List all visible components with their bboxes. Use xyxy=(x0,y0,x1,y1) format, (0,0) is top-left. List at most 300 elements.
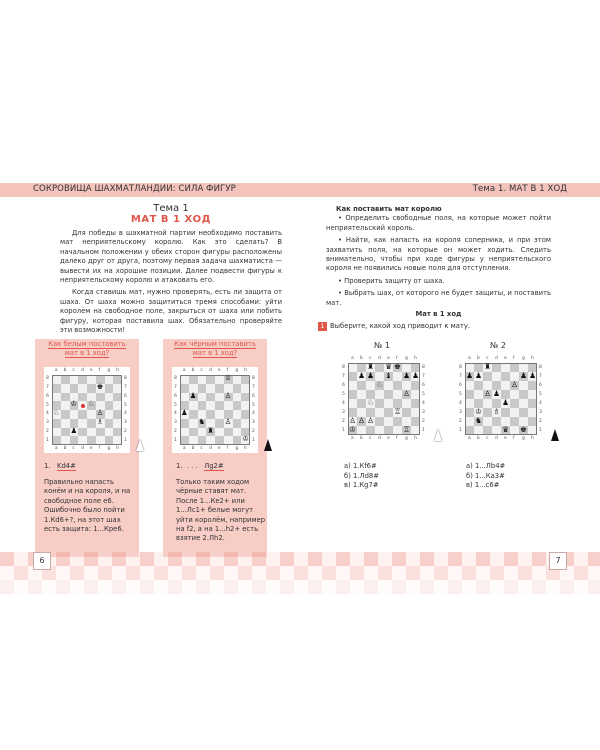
rank-label: 7 xyxy=(124,385,127,391)
option[interactable]: а) 1...Лb4# xyxy=(466,462,506,470)
checker-cell xyxy=(42,580,56,594)
puzzle-label: № 2 xyxy=(490,341,506,350)
checker-cell xyxy=(350,552,364,566)
checker-cell xyxy=(224,552,238,566)
rank-label: 4 xyxy=(174,411,177,417)
file-label: a xyxy=(182,368,186,373)
rank-label: 2 xyxy=(459,418,462,424)
checker-cell xyxy=(56,580,70,594)
checker-cell xyxy=(490,580,504,594)
rank-label: 4 xyxy=(124,411,127,417)
file-label: b xyxy=(360,436,363,441)
checker-cell xyxy=(308,566,322,580)
white-to-move-icon xyxy=(434,429,442,441)
checker-cell xyxy=(112,552,126,566)
white-to-move-icon xyxy=(136,439,144,451)
checker-cell xyxy=(448,552,462,566)
checker-cell xyxy=(14,580,28,594)
checker-cell xyxy=(280,580,294,594)
checker-cell xyxy=(238,566,252,580)
chess-piece-icon: ♙ xyxy=(367,416,374,425)
task-text: Выберите, какой ход приводит к мату. xyxy=(330,322,471,330)
rank-label: 8 xyxy=(174,376,177,382)
rank-label: 3 xyxy=(459,409,462,415)
rank-label: 6 xyxy=(252,393,255,399)
rank-label: 2 xyxy=(174,428,177,434)
checker-cell xyxy=(140,580,154,594)
checker-cell xyxy=(518,580,532,594)
file-label: c xyxy=(486,436,489,441)
intro-paragraph: Для победы в шахматной партии необходимо поставить мат неприятельскому королю. Как это сделать? В начальном положении у обеих сторон фигуры расположены далеко друг от друга, поэтому первая задача шахматиста — вывести их на хорошие позиции. Далее подвести фигуры к неприятельскому королю и атаковать его. xyxy=(60,229,282,285)
rank-label: 8 xyxy=(252,376,255,382)
file-label: e xyxy=(504,436,507,441)
checker-cell xyxy=(308,552,322,566)
file-label: g xyxy=(235,368,239,373)
rank-label: 1 xyxy=(252,437,255,443)
rank-label: 6 xyxy=(422,382,425,388)
rank-label: 8 xyxy=(459,364,462,370)
tip2-text: Только таким ходом чёрные ставят мат. После 1...Кe2+ или 1...Лc1+ белые могут уйти королём, например на f2, а на 1...h2+ есть взятие 2.Лh2. xyxy=(176,478,266,543)
checker-cell xyxy=(490,552,504,566)
checker-cell xyxy=(294,566,308,580)
checker-cell xyxy=(266,552,280,566)
chess-piece-icon: ♟ xyxy=(358,371,365,380)
file-label: e xyxy=(217,368,221,373)
file-label: a xyxy=(351,436,354,441)
rank-label: 1 xyxy=(539,427,542,433)
checker-cell xyxy=(238,552,252,566)
checker-cell xyxy=(112,580,126,594)
checker-cell xyxy=(532,552,546,566)
chess-piece-icon: ♛ xyxy=(385,362,392,371)
file-label: b xyxy=(191,446,195,451)
checker-cell xyxy=(378,566,392,580)
file-label: h xyxy=(531,436,534,441)
rank-label: 8 xyxy=(422,364,425,370)
checker-cell xyxy=(168,552,182,566)
rank-label: 6 xyxy=(342,382,345,388)
checker-cell xyxy=(196,566,210,580)
checker-cell xyxy=(56,552,70,566)
checker-cell xyxy=(434,552,448,566)
rank-label: 6 xyxy=(174,393,177,399)
chess-board xyxy=(457,355,545,443)
chess-piece-icon: ♙ xyxy=(349,416,356,425)
file-label: g xyxy=(405,356,408,361)
checker-cell xyxy=(392,580,406,594)
chess-piece-icon: ♙ xyxy=(511,380,518,389)
checker-cell xyxy=(476,580,490,594)
rank-label: 7 xyxy=(252,385,255,391)
chess-board xyxy=(44,367,130,453)
checker-cell xyxy=(588,552,600,566)
checker-cell xyxy=(504,566,518,580)
checker-cell xyxy=(364,552,378,566)
bullet-item: • Найти, как напасть на короля соперника, и при этом захватить поля, на которые он может ходить. Следить внимательно, чтобы при ходе фигуры у неприятельского короля не появились новые поля для отступления. xyxy=(326,236,551,273)
rank-label: 4 xyxy=(46,411,49,417)
chess-piece-icon: ♚ xyxy=(394,362,401,371)
file-label: e xyxy=(89,446,93,451)
checker-cell xyxy=(336,566,350,580)
rank-label: 3 xyxy=(342,409,345,415)
rank-label: 1 xyxy=(459,427,462,433)
rank-label: 1 xyxy=(174,437,177,443)
rank-label: 7 xyxy=(422,373,425,379)
checker-cell xyxy=(434,580,448,594)
checker-cell xyxy=(392,566,406,580)
rank-label: 3 xyxy=(46,420,49,426)
chess-piece-icon: ♟ xyxy=(493,389,500,398)
checker-cell xyxy=(126,580,140,594)
file-label: f xyxy=(513,356,515,361)
header-right-title: Тема 1. МАТ В 1 ХОД xyxy=(472,184,567,194)
checker-cell xyxy=(70,580,84,594)
tip-heading: Как белым поставить мат в 1 ход? xyxy=(48,340,126,357)
file-label: b xyxy=(63,446,67,451)
checker-cell xyxy=(476,552,490,566)
rank-label: 3 xyxy=(174,420,177,426)
file-label: a xyxy=(54,368,58,373)
chess-piece-icon: ♖ xyxy=(394,407,401,416)
tip2-solution: 1. . . . Лg2# xyxy=(176,462,224,470)
checker-cell xyxy=(574,566,588,580)
file-label: g xyxy=(235,446,239,451)
file-label: h xyxy=(116,368,119,373)
file-label: d xyxy=(209,446,212,451)
rank-label: 8 xyxy=(46,376,49,382)
rank-label: 8 xyxy=(539,364,542,370)
rank-label: 3 xyxy=(539,409,542,415)
checker-cell xyxy=(266,580,280,594)
checker-cell xyxy=(224,566,238,580)
header-left-title: СОКРОВИЩА ШАХМАТЛАНДИИ: СИЛА ФИГУР xyxy=(33,184,236,194)
file-label: a xyxy=(351,356,354,361)
file-label: f xyxy=(98,368,101,373)
file-label: f xyxy=(226,446,229,451)
rank-label: 7 xyxy=(459,373,462,379)
file-label: a xyxy=(468,356,471,361)
checker-cell xyxy=(406,566,420,580)
chess-piece-icon: ♟ xyxy=(367,371,374,380)
checker-cell xyxy=(196,580,210,594)
file-label: a xyxy=(182,446,186,451)
checker-cell xyxy=(518,552,532,566)
file-label: g xyxy=(107,368,111,373)
checker-cell xyxy=(378,552,392,566)
rank-label: 5 xyxy=(459,391,462,397)
checker-cell xyxy=(546,580,560,594)
chess-piece-icon: ♟ xyxy=(412,371,419,380)
checker-cell xyxy=(98,552,112,566)
rank-label: 5 xyxy=(422,391,425,397)
chess-piece-icon: ♔ xyxy=(70,399,78,409)
file-label: c xyxy=(369,356,372,361)
file-label: c xyxy=(369,436,372,441)
chess-piece-icon: ♔ xyxy=(242,434,249,444)
rank-label: 7 xyxy=(174,385,177,391)
file-label: g xyxy=(522,436,525,441)
chess-piece-icon: ♙ xyxy=(224,416,232,426)
checker-cell xyxy=(126,552,140,566)
chess-piece-icon: ♟ xyxy=(181,408,188,417)
chess-board xyxy=(340,355,428,443)
chess-piece-icon: ♟ xyxy=(466,371,473,380)
checker-cell xyxy=(140,552,154,566)
section-heading: Мат в 1 ход xyxy=(415,310,462,318)
checker-cell xyxy=(294,580,308,594)
checker-cell xyxy=(308,580,322,594)
rank-label: 4 xyxy=(539,400,542,406)
option[interactable]: б) 1...Кa3# xyxy=(466,471,505,480)
checker-cell xyxy=(504,552,518,566)
rank-label: 2 xyxy=(124,428,127,434)
checker-cell xyxy=(490,566,504,580)
file-label: b xyxy=(360,356,363,361)
file-label: f xyxy=(396,436,398,441)
checker-cell xyxy=(462,566,476,580)
tip1-text: Правильно напасть конём и на короля, и на свободное поле е6. Ошибочно было пойти 1.Кd6+?, на этот шах есть защита: 1...Крe6. xyxy=(44,478,131,534)
chess-piece-icon: ♕ xyxy=(224,373,232,382)
checker-cell xyxy=(364,580,378,594)
checker-cell xyxy=(350,580,364,594)
checker-cell xyxy=(336,552,350,566)
file-label: h xyxy=(531,356,534,361)
checker-cell xyxy=(252,552,266,566)
file-label: d xyxy=(495,356,498,361)
chess-piece-icon: ♘ xyxy=(367,398,374,407)
checker-cell xyxy=(238,580,252,594)
checker-cell xyxy=(532,566,546,580)
checker-cell xyxy=(224,580,238,594)
rank-label: 1 xyxy=(422,427,425,433)
checker-cell xyxy=(350,566,364,580)
chess-piece-icon: ♜ xyxy=(367,362,374,371)
checker-cell xyxy=(434,566,448,580)
checker-cell xyxy=(504,580,518,594)
rank-label: 8 xyxy=(342,364,345,370)
checker-cell xyxy=(266,566,280,580)
option[interactable]: в) 1...c6# xyxy=(466,481,500,490)
bullet-item: • Выбрать шах, от которого не будет защиты, и поставить мат. xyxy=(326,289,551,307)
rank-label: 4 xyxy=(342,400,345,406)
left-intro xyxy=(60,229,282,338)
file-label: d xyxy=(81,446,84,451)
file-label: d xyxy=(209,368,212,373)
checker-cell xyxy=(462,552,476,566)
checker-cell xyxy=(154,566,168,580)
chess-piece-icon: ♙ xyxy=(358,416,365,425)
file-label: h xyxy=(244,368,247,373)
rank-label: 5 xyxy=(124,402,127,408)
rank-label: 5 xyxy=(46,402,49,408)
chess-piece-icon: ♖ xyxy=(403,425,410,434)
file-label: e xyxy=(89,368,93,373)
task-number: 1 xyxy=(318,322,327,331)
checker-cell xyxy=(14,552,28,566)
checker-cell xyxy=(420,580,434,594)
file-label: a xyxy=(54,446,58,451)
chess-piece-icon: ♝ xyxy=(385,371,392,380)
tip1-solution: 1. Kd4# xyxy=(44,462,76,470)
file-label: e xyxy=(504,356,507,361)
file-label: d xyxy=(81,368,84,373)
file-label: h xyxy=(244,446,247,451)
chess-piece-icon: ♟ xyxy=(529,371,536,380)
rank-label: 5 xyxy=(252,402,255,408)
checker-cell xyxy=(574,552,588,566)
rank-label: 2 xyxy=(46,428,49,434)
chess-piece-icon: ♟ xyxy=(520,371,527,380)
file-label: f xyxy=(226,368,229,373)
intro-paragraph: Когда ставишь мат, нужно проверять, есть ли защита от шаха. От шаха можно защититься тремя способами: уйти королём на свободное поле, закрыться от шаха или побить фигуру, которая поставила шах. Обязательно проверяйте эти возможности! xyxy=(60,288,282,335)
file-label: f xyxy=(98,446,101,451)
puzzle-label: № 1 xyxy=(374,341,390,350)
checker-cell xyxy=(0,552,14,566)
rank-label: 5 xyxy=(174,402,177,408)
file-label: d xyxy=(495,436,498,441)
file-label: g xyxy=(107,446,111,451)
checker-cell xyxy=(14,566,28,580)
checker-cell xyxy=(322,552,336,566)
rank-label: 1 xyxy=(46,437,49,443)
checker-cell xyxy=(392,552,406,566)
file-label: e xyxy=(387,436,390,441)
rank-label: 2 xyxy=(342,418,345,424)
checker-cell xyxy=(336,580,350,594)
file-label: b xyxy=(63,368,67,373)
chess-piece-icon: ♚ xyxy=(96,381,104,391)
option[interactable]: б) 1.Лd8# xyxy=(344,471,379,480)
bullet-list xyxy=(326,214,551,308)
file-label: e xyxy=(387,356,390,361)
rank-label: 4 xyxy=(422,400,425,406)
header-band xyxy=(0,183,600,197)
theme-label: Тема 1 xyxy=(153,203,189,214)
checker-cell xyxy=(294,552,308,566)
checker-cell xyxy=(182,580,196,594)
file-label: h xyxy=(414,356,417,361)
chess-piece-icon: ♙ xyxy=(96,408,104,417)
tip1-move: Kd4# xyxy=(56,462,76,470)
rank-label: 6 xyxy=(46,393,49,399)
rank-label: 8 xyxy=(124,376,127,382)
checker-cell xyxy=(252,580,266,594)
checker-cell xyxy=(364,566,378,580)
tip-heading: Как чёрным поставить мат в 1 ход? xyxy=(174,340,256,357)
rank-label: 6 xyxy=(539,382,542,388)
chess-piece-icon: ♜ xyxy=(207,425,214,435)
file-label: f xyxy=(513,436,515,441)
chess-piece-icon: ♟ xyxy=(502,398,509,407)
bullet-item: • Проверить защиту от шаха. xyxy=(338,276,445,285)
checker-cell xyxy=(168,580,182,594)
how-heading: Как поставить мат королю xyxy=(336,205,442,213)
option[interactable]: в) 1.Кg7# xyxy=(344,481,379,490)
rank-label: 5 xyxy=(342,391,345,397)
checker-cell xyxy=(210,566,224,580)
checker-cell xyxy=(574,580,588,594)
rank-label: 1 xyxy=(124,437,127,443)
rank-label: 4 xyxy=(459,400,462,406)
checker-cell xyxy=(98,580,112,594)
rank-label: 4 xyxy=(252,411,255,417)
target-dot-icon xyxy=(81,404,85,408)
checker-cell xyxy=(588,566,600,580)
chess-piece-icon: ♟ xyxy=(403,371,410,380)
checker-cell xyxy=(406,580,420,594)
chess-piece-icon: ♞ xyxy=(475,416,482,425)
checker-cell xyxy=(0,566,14,580)
file-label: f xyxy=(396,356,398,361)
chess-piece-icon: ♟ xyxy=(70,425,78,435)
chess-board xyxy=(172,367,258,453)
checker-cell xyxy=(476,566,490,580)
right-how-section xyxy=(326,205,551,311)
checker-cell xyxy=(0,580,14,594)
checker-cell xyxy=(532,580,546,594)
file-label: g xyxy=(405,436,408,441)
chess-piece-icon: ♟ xyxy=(189,390,197,400)
checker-cell xyxy=(182,552,196,566)
file-label: a xyxy=(468,436,471,441)
chess-piece-icon: ♟ xyxy=(475,371,482,380)
checker-cell xyxy=(322,580,336,594)
rank-label: 3 xyxy=(252,420,255,426)
checker-cell xyxy=(518,566,532,580)
checker-cell xyxy=(70,566,84,580)
rank-label: 7 xyxy=(539,373,542,379)
rank-label: 5 xyxy=(539,391,542,397)
checker-cell xyxy=(196,552,210,566)
rank-label: 2 xyxy=(252,428,255,434)
rank-label: 7 xyxy=(46,385,49,391)
checker-cell xyxy=(560,580,574,594)
file-label: h xyxy=(414,436,417,441)
chess-piece-icon: ♞ xyxy=(198,416,206,426)
checker-cell xyxy=(84,566,98,580)
chess-piece-icon: ♔ xyxy=(349,425,356,434)
file-label: c xyxy=(200,368,203,373)
checker-cell xyxy=(448,580,462,594)
chess-piece-icon: ♔ xyxy=(475,407,482,416)
page-number-left: 6 xyxy=(33,552,51,570)
chess-piece-icon: ♘ xyxy=(53,408,60,417)
file-label: c xyxy=(486,356,489,361)
checker-cell xyxy=(322,566,336,580)
puzzle2-options xyxy=(466,462,505,491)
footer-checker-pattern xyxy=(0,552,600,594)
file-label: d xyxy=(378,436,381,441)
checker-cell xyxy=(84,580,98,594)
file-label: g xyxy=(522,356,525,361)
checker-cell xyxy=(378,580,392,594)
checker-cell xyxy=(56,566,70,580)
rank-label: 3 xyxy=(124,420,127,426)
rank-label: 6 xyxy=(124,393,127,399)
rank-label: 2 xyxy=(422,418,425,424)
checker-cell xyxy=(280,566,294,580)
checker-cell xyxy=(70,552,84,566)
checker-cell xyxy=(280,552,294,566)
chess-piece-icon: ♚ xyxy=(520,425,527,434)
file-label: b xyxy=(477,356,480,361)
checker-cell xyxy=(28,580,42,594)
checker-cell xyxy=(168,566,182,580)
option[interactable]: а) 1.Кf6# xyxy=(344,462,377,470)
checker-cell xyxy=(84,552,98,566)
checker-cell xyxy=(126,566,140,580)
chess-piece-icon: ♗ xyxy=(96,416,104,426)
